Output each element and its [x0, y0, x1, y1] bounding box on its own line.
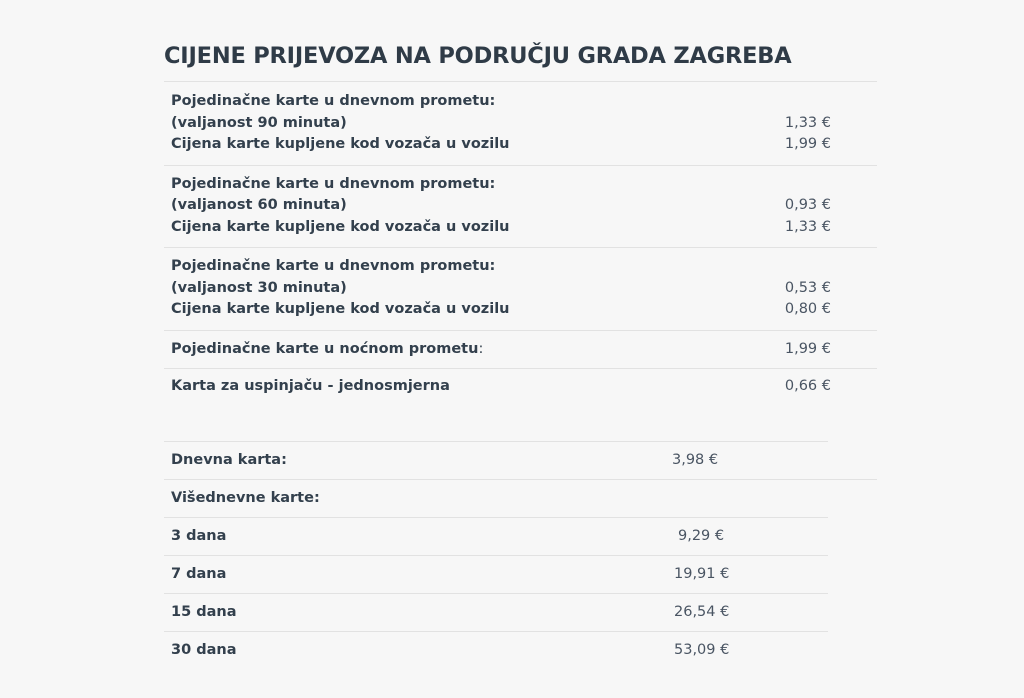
ticket-label	[171, 339, 483, 361]
ticket-label: 30 dana	[171, 642, 237, 658]
ticket-label: Cijena karte kupljene kod vozača u vozilu	[171, 301, 510, 317]
ticket-label: Karta za uspinjaču - jednosmjerna	[171, 378, 450, 394]
ticket-price: 1,33 €	[784, 114, 831, 131]
ticket-price: 0,80 €	[784, 301, 831, 317]
table-row	[164, 441, 828, 479]
ticket-label: Višednevne karte:	[171, 490, 320, 506]
ticket-price: 0,53 €	[784, 279, 831, 296]
table-row	[164, 517, 828, 555]
ticket-price: 9,29 €	[678, 528, 725, 544]
ticket-label: (valjanost 90 minuta)	[171, 114, 347, 131]
ticket-price: 1,33 €	[784, 218, 831, 235]
page-title: CIJENE PRIJEVOZA NA PODRUČJU GRADA ZAGREBA	[164, 43, 792, 69]
ticket-price: 19,91 €	[674, 566, 730, 582]
table-row	[164, 631, 828, 669]
table-row	[164, 166, 877, 249]
table-row	[164, 248, 877, 331]
ticket-label: (valjanost 30 minuta)	[171, 279, 347, 296]
label-colon: :	[478, 340, 484, 357]
single-ticket-table	[164, 81, 877, 407]
ticket-label: (valjanost 60 minuta)	[171, 197, 347, 213]
table-row	[164, 369, 877, 407]
ticket-label: Dnevna karta:	[171, 452, 287, 468]
ticket-price: 26,54 €	[674, 604, 730, 620]
table-row	[164, 479, 877, 517]
ticket-price: 0,93 €	[784, 197, 831, 213]
table-row	[164, 82, 877, 166]
ticket-label: Cijena karte kupljene kod vozača u vozilu	[171, 218, 510, 235]
ticket-label: Pojedinačne karte u dnevnom prometu:	[171, 258, 496, 274]
ticket-label: Pojedinačne karte u dnevnom prometu:	[171, 93, 496, 109]
ticket-label: 15 dana	[171, 604, 237, 620]
ticket-price: 1,99 €	[784, 340, 831, 357]
table-row	[164, 593, 828, 631]
ticket-price: 0,66 €	[784, 378, 831, 394]
ticket-price: 1,99 €	[784, 136, 831, 152]
day-ticket-table	[164, 441, 877, 669]
table-row	[164, 331, 877, 370]
table-row	[164, 555, 828, 593]
night-ticket-label: Pojedinačne karte u noćnom prometu	[171, 340, 479, 357]
ticket-label: Pojedinačne karte u dnevnom prometu:	[171, 175, 496, 192]
ticket-price: 3,98 €	[672, 452, 719, 468]
ticket-label: 7 dana	[171, 566, 227, 582]
ticket-label: 3 dana	[171, 528, 227, 544]
ticket-price: 53,09 €	[674, 642, 730, 658]
ticket-label: Cijena karte kupljene kod vozača u vozilu	[171, 136, 510, 152]
